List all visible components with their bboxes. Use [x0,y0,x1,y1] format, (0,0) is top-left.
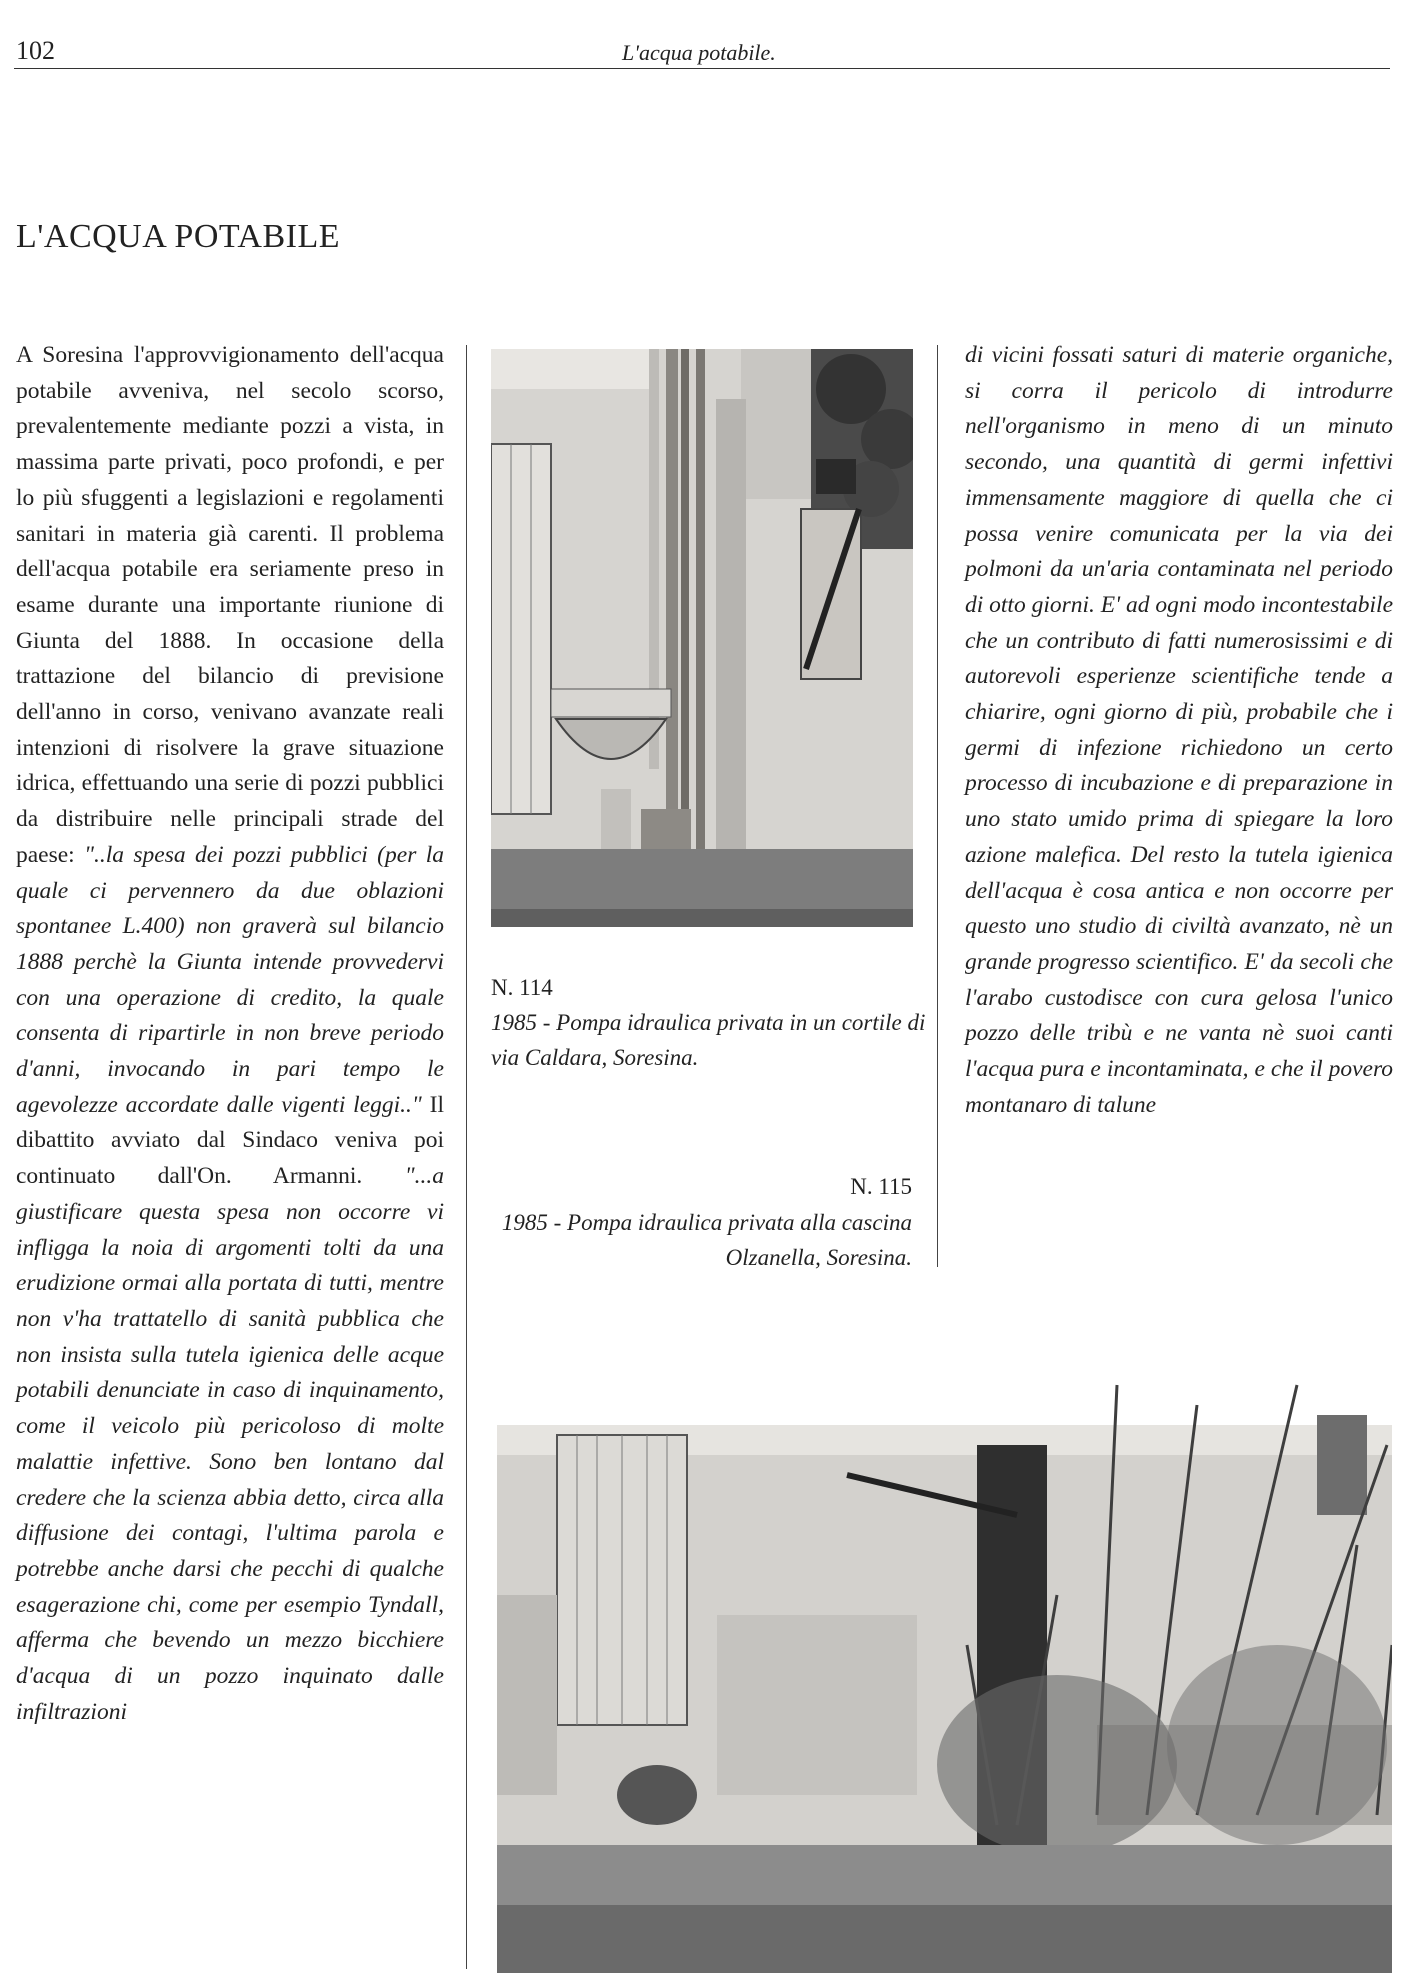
caption-number: N. 115 [850,1174,912,1199]
photo-courtyard-pump [491,349,913,927]
photo-farmhouse-pump [497,1345,1392,1973]
quote-text: "..la spesa dei pozzi pubblici (per la quale ci pervennero da due oblazioni spontanee L.400) non graverà sul bilancio 1888 perchè la Giunta intende provvedervi con una operazione di credito, la quale consenta di ripartirle in non breve periodo d'anni, invocando in pari tempo le agevolezze accordate dalle vigenti leggi.." [16,841,444,1118]
caption-text: 1985 - Pompa idraulica privata alla cascina Olzanella, Soresina. [501,1209,912,1270]
caption-115 [460,1169,912,1276]
body-text: Il dibattito avviato dal Sindaco veniva poi continuato dall'On. Armanni. [16,1091,444,1190]
page-number: 102 [16,36,55,65]
column-left-text [16,338,444,1730]
running-title: L'acqua potabile. [622,40,776,65]
column-right-text [965,338,1393,1123]
paragraph [16,338,444,1730]
caption-114 [491,970,931,1075]
quote-text: "...a giustificare questa spesa non occorre vi infligga la noia di argomenti tolti da una erudizione ormai alla portata di tutti, mentre non v'ha trattatello di sanità pubblica che non insista sulla tutela igienica delle acque potabili denunciate in caso di inquinamento, come il veicolo più pericoloso di molte malattie infettive. Sono ben lontano dal credere che la scienza abbia detto, circa alla diffusione dei contagi, l'ultima parola e potrebbe anche darsi che pecchi di qualche esagerazione chi, come per esempio Tyndall, afferma che bevendo un mezzo bicchiere d'acqua di un pozzo inquinato dalle infiltrazioni [16,1163,444,1725]
header-rule [14,68,1390,69]
body-text: A Soresina l'approvvigionamento dell'acqua potabile avveniva, nel secolo scorso, prevalentemente mediante pozzi a vista, in massima parte privati, poco profondi, e per lo più sfuggenti a legislazioni e regolamenti sanitari in materia già carenti. Il problema dell'acqua potabile era seriamente preso in esame durante una importante riunione di Giunta del 1888. In occasione della trattazione del bilancio di previsione dell'anno in corso, venivano avanzate reali intenzioni di risolvere la grave situazione idrica, effettuando una serie di pozzi pubblici da distribuire nelle principali strade del paese: [16,342,444,868]
page-title: L'ACQUA POTABILE [16,218,341,255]
caption-text: 1985 - Pompa idraulica privata in un cortile di via Caldara, Soresina. [491,1010,926,1070]
column-rule [466,345,467,1969]
paragraph: di vicini fossati saturi di materie organiche, si corra il pericolo di introdurre nell'organismo in meno di un minuto secondo, una quantità di germi infettivi immensamente maggiore di quella che ci possa venire comunicata per la via dei polmoni da un'aria contaminata nel periodo di otto giorni. E' ad ogni modo incontestabile che un contributo di fatti numerosissimi e di autorevoli esperienze scientifiche tende a chiarire, ogni giorno di più, probabile che i germi di infezione richiedono un certo processo di incubazione e di preparazione in uno stato umido prima di spiegare la loro azione malefica. Del resto la tutela igienica dell'acqua è cosa antica e non occorre per questo uno studio di civiltà avanzato, nè un grande progresso scientifico. E' da secoli che l'arabo custodisce con cura gelosa l'unico pozzo delle tribù e ne vanta nè suoi canti l'acqua pura e incontaminata, e che il povero montanaro di talune [965,342,1394,1118]
column-rule [937,345,938,1267]
caption-number: N. 114 [491,975,553,1000]
